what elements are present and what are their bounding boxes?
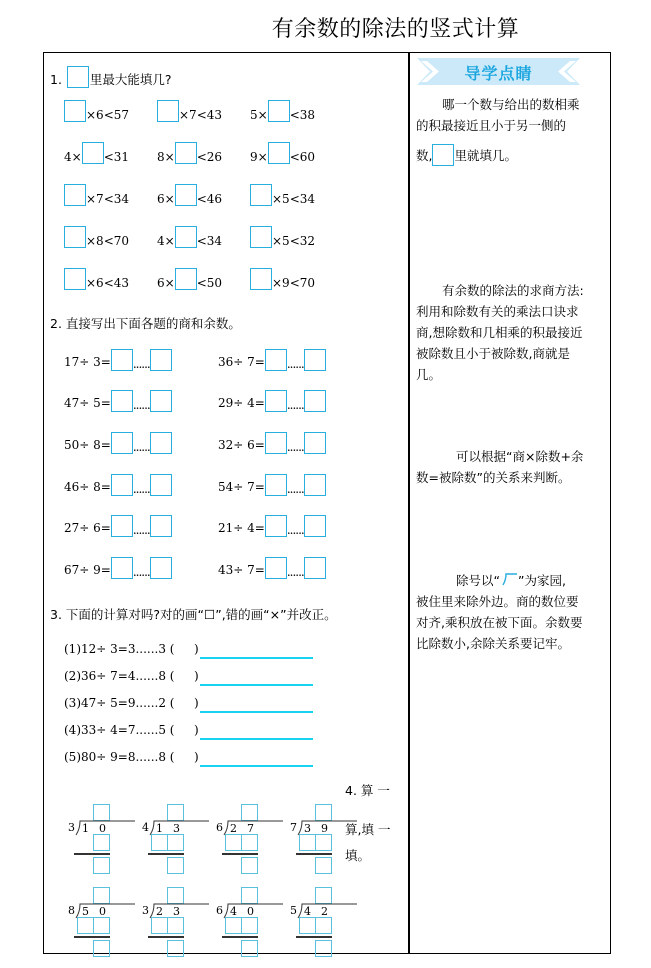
check-mark-slot[interactable]: ) [194, 723, 199, 737]
product-box[interactable] [225, 917, 242, 934]
division-item [218, 432, 326, 454]
check-item: (2)36÷ 7=4......8 ( [64, 669, 175, 683]
dividend-digit: 9 [321, 822, 328, 835]
subtraction-line [296, 936, 332, 938]
correction-line[interactable] [200, 765, 313, 767]
remainder-box[interactable] [304, 557, 326, 579]
dividend-digit: 0 [99, 905, 106, 918]
expr-suffix: <26 [196, 150, 223, 164]
division-expression: 47÷ 5= [64, 396, 111, 410]
product-box[interactable] [151, 834, 168, 851]
answer-box[interactable] [250, 268, 272, 290]
divisor: 3 [68, 821, 75, 834]
divisor: 6 [216, 821, 223, 834]
long-division [216, 800, 286, 880]
divisor: 6 [216, 904, 223, 917]
check-mark-slot[interactable]: ) [194, 669, 199, 683]
remainder-box[interactable] [304, 432, 326, 454]
inequality-item [157, 268, 222, 290]
product-box[interactable] [299, 834, 316, 851]
division-item [64, 557, 172, 579]
remainder-box[interactable] [150, 432, 172, 454]
ellipsis: ...... [132, 398, 150, 412]
check-mark-slot[interactable]: ) [194, 642, 199, 656]
check-item: (3)47÷ 5=9......2 ( [64, 696, 175, 710]
long-division [142, 800, 212, 880]
remainder-box[interactable] [93, 857, 110, 874]
expr-prefix: 8× [157, 150, 175, 164]
expr-prefix: 5× [250, 108, 268, 122]
ellipsis: ...... [132, 523, 150, 537]
long-division [290, 800, 360, 880]
subtraction-line [148, 853, 184, 855]
remainder-box[interactable] [150, 390, 172, 412]
product-box[interactable] [241, 917, 258, 934]
check-item: (1)12÷ 3=3......3 ( [64, 642, 175, 656]
division-item [64, 474, 172, 496]
divisor: 4 [142, 821, 149, 834]
column-divider [408, 52, 410, 954]
section4-heading-line1: 4. 算 一 [345, 783, 390, 798]
inequality-item [250, 184, 315, 206]
ellipsis: ...... [286, 357, 304, 371]
long-division [142, 883, 212, 963]
product-box[interactable] [167, 917, 184, 934]
answer-box[interactable] [64, 226, 86, 248]
expr-suffix: <46 [196, 192, 223, 206]
dividend-digit: 5 [82, 905, 89, 918]
page-title: 有余数的除法的竖式计算 [271, 17, 520, 42]
expr-prefix: 4× [64, 150, 82, 164]
product-box[interactable] [315, 834, 332, 851]
ellipsis: ...... [286, 398, 304, 412]
division-expression: 50÷ 8= [64, 438, 111, 452]
long-division [216, 883, 286, 963]
division-item [64, 349, 172, 371]
answer-box[interactable] [175, 226, 197, 248]
division-item [218, 557, 326, 579]
answer-box[interactable] [64, 184, 86, 206]
division-item [64, 432, 172, 454]
correction-line[interactable] [200, 657, 313, 659]
remainder-box[interactable] [93, 940, 110, 957]
quotient-box[interactable] [265, 432, 287, 454]
long-division [68, 800, 138, 880]
inequality-item [157, 100, 222, 122]
ellipsis: ...... [286, 482, 304, 496]
remainder-box[interactable] [150, 349, 172, 371]
remainder-box[interactable] [150, 474, 172, 496]
inequality-item [250, 142, 315, 164]
ellipsis: ...... [286, 523, 304, 537]
ellipsis: ...... [132, 565, 150, 579]
section2-heading: 2. 直接写出下面各题的商和余数。 [50, 316, 241, 331]
ellipsis: ...... [132, 440, 150, 454]
expr-suffix: ×9<70 [272, 276, 316, 290]
subtraction-line [222, 853, 258, 855]
product-box[interactable] [241, 834, 258, 851]
division-expression: 21÷ 4= [218, 521, 265, 535]
remainder-box[interactable] [241, 940, 258, 957]
product-box[interactable] [315, 917, 332, 934]
expr-suffix: ×5<32 [272, 234, 316, 248]
answer-box[interactable] [250, 184, 272, 206]
subtraction-line [148, 936, 184, 938]
division-expression: 29÷ 4= [218, 396, 265, 410]
tip-1: 哪一个数与给出的数相乘 的积最接近且小于另一侧的 数, 里就填几。 [416, 94, 606, 166]
ellipsis: ...... [132, 482, 150, 496]
expr-prefix: 6× [157, 276, 175, 290]
expr-suffix: ×6<43 [86, 276, 130, 290]
quotient-box[interactable] [111, 557, 133, 579]
expr-suffix: <50 [196, 276, 223, 290]
answer-box[interactable] [157, 100, 179, 122]
inequality-item [64, 100, 129, 122]
division-bracket-icon [500, 572, 518, 586]
quotient-box[interactable] [111, 390, 133, 412]
dividend-digit: 7 [247, 822, 254, 835]
product-box[interactable] [225, 834, 242, 851]
remainder-box[interactable] [150, 515, 172, 537]
quotient-box[interactable] [265, 515, 287, 537]
correction-line[interactable] [200, 738, 313, 740]
product-box[interactable] [77, 917, 94, 934]
product-box[interactable] [299, 917, 316, 934]
answer-box[interactable] [67, 66, 89, 88]
answer-box[interactable] [250, 226, 272, 248]
division-expression: 32÷ 6= [218, 438, 265, 452]
remainder-box[interactable] [150, 557, 172, 579]
tip-4: 除号以“ ”为家园, 被住里来除外边。商的数位要 对齐,乘积放在被下面。余数要 比除数小,余除关系要记牢。 [416, 573, 583, 651]
answer-box[interactable] [175, 142, 197, 164]
section4-heading-line3: 填。 [345, 848, 371, 863]
inequality-item [157, 226, 222, 248]
expr-prefix: 9× [250, 150, 268, 164]
answer-box[interactable] [82, 142, 104, 164]
subtraction-line [222, 936, 258, 938]
remainder-box[interactable] [304, 390, 326, 412]
quotient-box[interactable] [265, 349, 287, 371]
expr-suffix: ×6<57 [86, 108, 130, 122]
correction-line[interactable] [200, 711, 313, 713]
expr-suffix: <38 [289, 108, 316, 122]
division-expression: 46÷ 8= [64, 480, 111, 494]
inequality-item [250, 226, 315, 248]
expr-prefix: 4× [157, 234, 175, 248]
expr-suffix: ×5<34 [272, 192, 316, 206]
answer-box[interactable] [64, 268, 86, 290]
division-expression: 54÷ 7= [218, 480, 265, 494]
expr-suffix: ×7<34 [86, 192, 130, 206]
check-item: (4)33÷ 4=7......5 ( [64, 723, 175, 737]
expr-prefix: 6× [157, 192, 175, 206]
quotient-box[interactable] [265, 557, 287, 579]
tip-2: 有余数的除法的求商方法: 利用和除数有关的乘法口诀求 商,想除数和几相乘的积最接近 被除数且小于被除数,商就是 几。 [416, 283, 584, 382]
ellipsis: ...... [286, 565, 304, 579]
check-item: (5)80÷ 9=8......8 ( [64, 750, 175, 764]
inequality-item [64, 226, 129, 248]
division-item [218, 515, 326, 537]
division-expression: 36÷ 7= [218, 355, 265, 369]
division-item [64, 390, 172, 412]
division-item [218, 474, 326, 496]
remainder-box[interactable] [315, 857, 332, 874]
answer-box[interactable] [175, 268, 197, 290]
remainder-box[interactable] [167, 857, 184, 874]
quotient-box[interactable] [111, 515, 133, 537]
remainder-box[interactable] [315, 940, 332, 957]
division-item [218, 349, 326, 371]
inequality-item [250, 268, 315, 290]
dividend-digit: 2 [230, 822, 237, 835]
dividend-digit: 3 [173, 822, 180, 835]
divisor: 8 [68, 904, 75, 917]
dividend-digit: 3 [173, 905, 180, 918]
banner-title: 导学点睛 [464, 64, 533, 83]
answer-box[interactable] [175, 184, 197, 206]
product-box[interactable] [93, 834, 110, 851]
expr-suffix: ×8<70 [86, 234, 130, 248]
division-item [64, 515, 172, 537]
divisor: 5 [290, 904, 297, 917]
product-box[interactable] [167, 834, 184, 851]
quotient-box[interactable] [111, 432, 133, 454]
remainder-box[interactable] [241, 857, 258, 874]
expr-suffix: <60 [289, 150, 316, 164]
division-expression: 67÷ 9= [64, 563, 111, 577]
dividend-digit: 4 [304, 905, 311, 918]
dividend-digit: 0 [247, 905, 254, 918]
long-division [68, 883, 138, 963]
dividend-digit: 1 [156, 822, 163, 835]
banner-ribbon [417, 58, 580, 85]
section3-heading: 3. 下面的计算对吗?对的画“☐”,错的画“×”并改正。 [50, 607, 337, 622]
subtraction-line [74, 853, 110, 855]
answer-box-icon [432, 144, 454, 166]
ellipsis: ...... [132, 357, 150, 371]
quotient-box[interactable] [265, 390, 287, 412]
dividend-digit: 2 [156, 905, 163, 918]
check-mark-slot[interactable]: ) [194, 696, 199, 710]
expr-suffix: <34 [196, 234, 223, 248]
ellipsis: ...... [286, 440, 304, 454]
inequality-item [64, 142, 129, 164]
section4-heading-line2: 算,填 一 [345, 822, 391, 837]
inequality-item [64, 184, 129, 206]
remainder-box[interactable] [304, 349, 326, 371]
inequality-item [250, 100, 315, 122]
correction-line[interactable] [200, 684, 313, 686]
product-box[interactable] [93, 917, 110, 934]
long-division [290, 883, 360, 963]
remainder-box[interactable] [304, 474, 326, 496]
product-box[interactable] [151, 917, 168, 934]
dividend-digit: 4 [230, 905, 237, 918]
check-mark-slot[interactable]: ) [194, 750, 199, 764]
section1-heading: 1. 里最大能填几? [50, 66, 172, 88]
dividend-digit: 2 [321, 905, 328, 918]
division-item [218, 390, 326, 412]
subtraction-line [74, 936, 110, 938]
quotient-box[interactable] [111, 349, 133, 371]
inequality-item [64, 268, 129, 290]
divisor: 3 [142, 904, 149, 917]
remainder-box[interactable] [304, 515, 326, 537]
answer-box[interactable] [268, 100, 290, 122]
answer-box[interactable] [268, 142, 290, 164]
quotient-box[interactable] [265, 474, 287, 496]
expr-suffix: <31 [103, 150, 130, 164]
division-expression: 27÷ 6= [64, 521, 111, 535]
inequality-item [157, 184, 222, 206]
divisor: 7 [290, 821, 297, 834]
remainder-box[interactable] [167, 940, 184, 957]
expr-suffix: ×7<43 [179, 108, 223, 122]
inequality-item [157, 142, 222, 164]
subtraction-line [296, 853, 332, 855]
tip-3: 可以根据“商×除数+余 数=被除数”的关系来判断。 [416, 449, 584, 485]
division-expression: 17÷ 3= [64, 355, 111, 369]
dividend-digit: 1 [82, 822, 89, 835]
quotient-box[interactable] [111, 474, 133, 496]
dividend-digit: 3 [304, 822, 311, 835]
banner-ribbon-bg [417, 58, 580, 85]
division-expression: 43÷ 7= [218, 563, 265, 577]
answer-box[interactable] [64, 100, 86, 122]
dividend-digit: 0 [99, 822, 106, 835]
